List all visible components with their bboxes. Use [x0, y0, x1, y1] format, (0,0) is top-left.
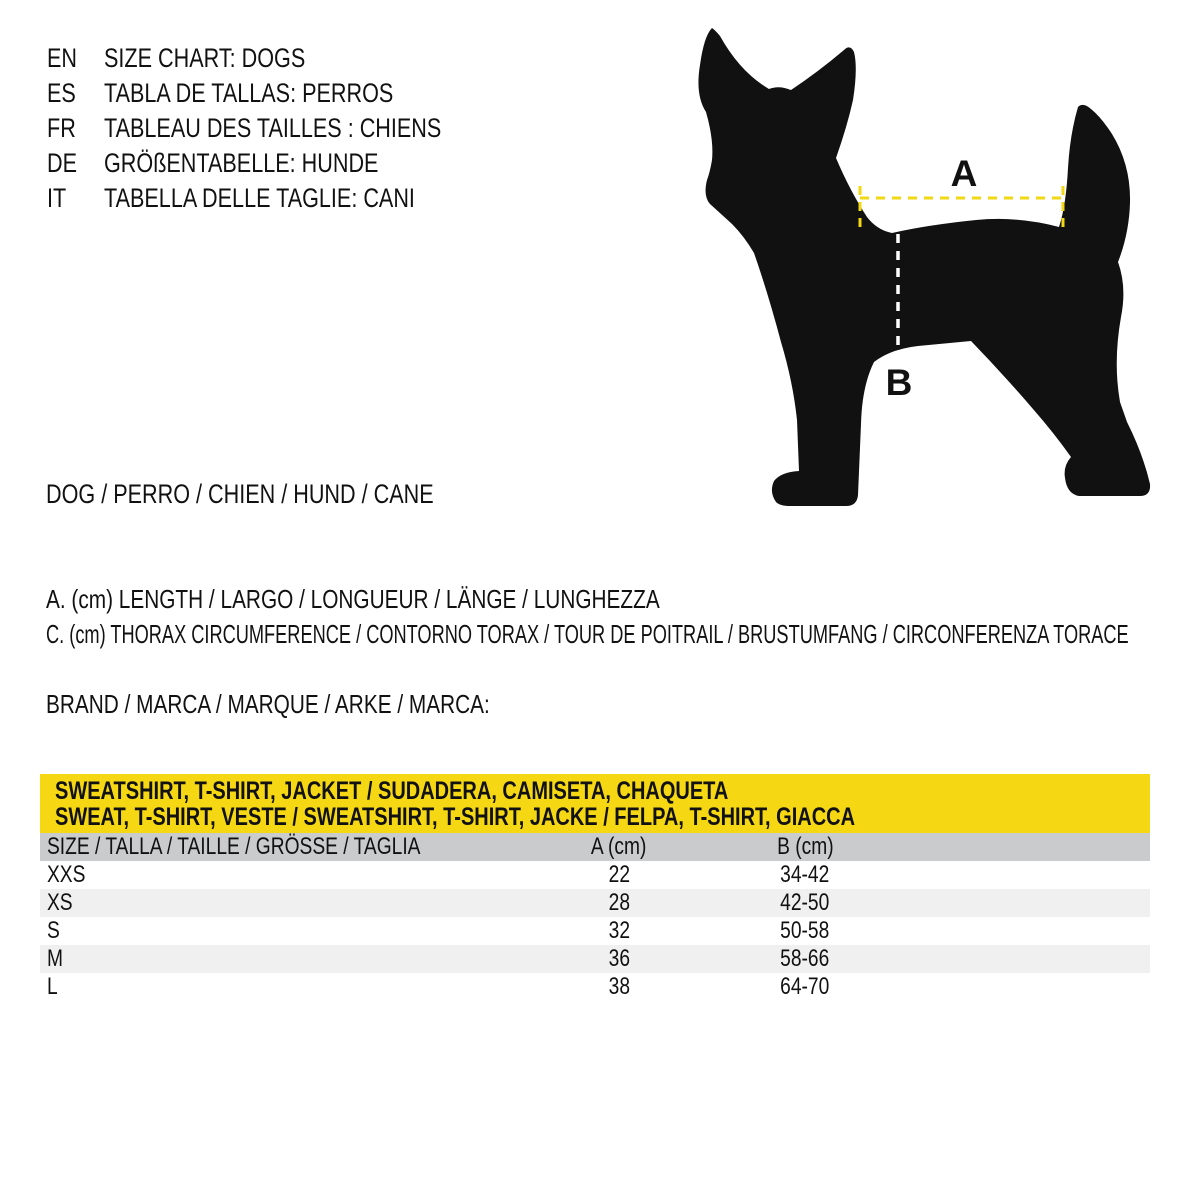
thorax-value: 58-66	[780, 945, 830, 972]
dog-silhouette-icon	[698, 28, 1150, 506]
table-row-m	[40, 945, 1150, 973]
thorax-value: 50-58	[780, 917, 830, 944]
banner-line-2: SWEAT, T-SHIRT, VESTE / SWEATSHIRT, T-SHIRT, JACKE / FELPA, T-SHIRT, GIACCA	[55, 803, 856, 831]
language-code: ES	[47, 78, 76, 108]
column-header-b: B (cm)	[776, 833, 834, 860]
thorax-value: 64-70	[780, 973, 830, 1000]
title-block	[47, 41, 526, 216]
title-row-fr	[47, 111, 526, 146]
page-title: TABLEAU DES TAILLES : CHIENS	[104, 113, 442, 143]
title-row-de	[47, 146, 526, 181]
language-code: IT	[47, 183, 67, 213]
measure-b-label: B	[885, 362, 913, 403]
measurement-legend	[46, 582, 1200, 652]
animal-label: DOG / PERRO / CHIEN / HUND / CANE	[46, 479, 434, 509]
title-row-es	[47, 76, 526, 111]
thorax-value: 42-50	[780, 889, 830, 916]
page-title: SIZE CHART: DOGS	[104, 43, 306, 73]
table-row-l	[40, 973, 1150, 1001]
length-value: 28	[608, 889, 630, 916]
length-value: 32	[608, 917, 630, 944]
size-value: L	[47, 973, 58, 1000]
table-row-xs	[40, 889, 1150, 917]
language-code: EN	[47, 43, 78, 73]
language-code: FR	[47, 113, 76, 143]
length-value: 22	[608, 861, 630, 888]
dog-measurement-diagram	[680, 10, 1180, 510]
page-title: TABLA DE TALLAS: PERROS	[104, 78, 394, 108]
page-title: TABELLA DELLE TAGLIE: CANI	[104, 183, 415, 213]
brand-label: BRAND / MARCA / MARQUE / ARKE / MARCA:	[46, 689, 490, 719]
banner-line-1: SWEATSHIRT, T-SHIRT, JACKET / SUDADERA, CAMISETA, CHAQUETA	[55, 777, 729, 805]
size-value: S	[47, 917, 60, 944]
table-header-row	[40, 833, 1150, 861]
thorax-value: 34-42	[780, 861, 830, 888]
page-title: GRÖßENTABELLE: HUNDE	[104, 148, 379, 178]
size-table	[40, 774, 1150, 1001]
column-header-size: SIZE / TALLA / TAILLE / GRÖSSE / TAGLIA	[47, 833, 421, 860]
column-header-a: A (cm)	[591, 833, 647, 860]
table-row-s	[40, 917, 1150, 945]
legend-line-a: A. (cm) LENGTH / LARGO / LONGUEUR / LÄNGE / LUNGHEZZA	[46, 584, 660, 614]
title-row-it	[47, 181, 526, 216]
length-value: 36	[608, 945, 630, 972]
table-row-xxs	[40, 861, 1150, 889]
measure-a-label: A	[950, 153, 978, 194]
language-code: DE	[47, 148, 78, 178]
length-value: 38	[608, 973, 630, 1000]
size-value: M	[47, 945, 63, 972]
size-value: XXS	[47, 861, 86, 888]
garment-type-banner	[40, 774, 1150, 833]
size-value: XS	[47, 889, 73, 916]
legend-line-c: C. (cm) THORAX CIRCUMFERENCE / CONTORNO TORAX / TOUR DE POITRAIL / BRUSTUMFANG / CIRCONFERENZA TORACE	[46, 619, 1129, 649]
title-row-en	[47, 41, 526, 76]
